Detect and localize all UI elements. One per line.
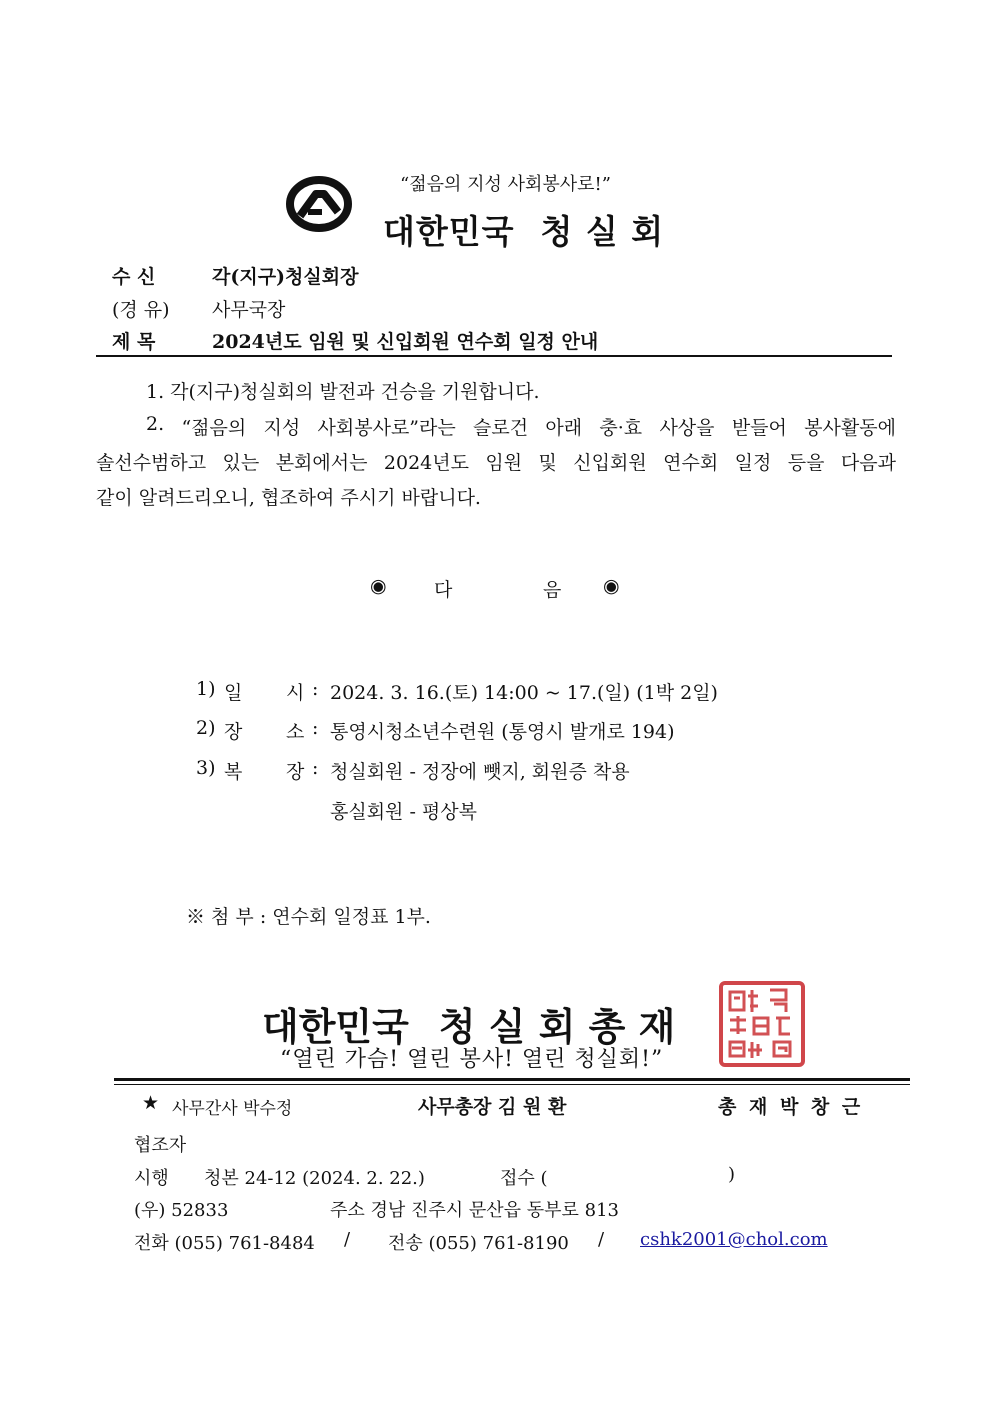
word: 슬로건 <box>473 417 529 439</box>
organization-logo-icon <box>286 176 352 232</box>
word: 받들어 <box>731 417 787 439</box>
paragraph-2-line-1 <box>146 413 896 440</box>
header-divider <box>96 355 892 357</box>
recipient-value: 각(지구)청실회장 <box>212 266 359 288</box>
item-3-number: 3) <box>196 757 216 779</box>
word: 솔선수범하고 <box>96 452 207 474</box>
word: 지성 <box>263 417 301 439</box>
paragraph-2-line-2 <box>96 448 896 475</box>
item-2-colon: : <box>312 717 319 739</box>
separator: / <box>344 1229 351 1250</box>
word: 본회에서는 <box>275 452 368 474</box>
org-name-part1: 대한민국 <box>383 212 515 251</box>
attachment-note: ※ 첨 부 : 연수회 일정표 1부. <box>186 906 431 928</box>
item-3-colon: : <box>312 757 319 779</box>
footer-divider-thin <box>114 1084 910 1085</box>
item-1-number: 1) <box>196 678 216 700</box>
item-3-label-b: 장 <box>286 761 305 783</box>
item-1-label-b: 시 <box>286 682 305 704</box>
subject-label: 제 목 <box>112 331 156 353</box>
item-1-label-a: 일 <box>224 682 243 704</box>
word: 연수회 <box>663 452 719 474</box>
footer-org-part1: 대한민국 <box>262 1004 409 1049</box>
word: “젊음의 <box>181 417 247 439</box>
eum-label: 음 <box>543 579 562 601</box>
top-slogan: “젊음의 지성 사회봉사로!” <box>400 174 611 195</box>
word: 아래 <box>545 417 583 439</box>
star-icon: ★ <box>142 1092 160 1114</box>
bullet-left-icon: ◉ <box>370 575 387 597</box>
footer-slogan: “열린 가슴! 열린 봉사! 열린 청실회!” <box>280 1047 664 1072</box>
receipt-label: 접수 ( <box>500 1168 548 1189</box>
word: 사회봉사로”라는 <box>317 417 456 439</box>
word: 2024년도 <box>383 452 469 474</box>
secretary: 사무간사 박수정 <box>172 1099 293 1119</box>
secretary-general: 사무총장 김 원 환 <box>418 1096 567 1118</box>
item-2-value: 통영시청소년수련원 (통영시 발개로 194) <box>330 721 675 743</box>
recipient-label: 수 신 <box>112 266 156 288</box>
word: 신입회원 <box>573 452 647 474</box>
item-3-value: 청실회원 - 정장에 뺏지, 회원증 착용 <box>330 761 630 783</box>
phone: 전화 (055) 761-8484 <box>134 1233 315 1254</box>
word: 일정 <box>734 452 772 474</box>
word: 임원 <box>485 452 523 474</box>
word: 다음과 <box>840 452 896 474</box>
word: 있는 <box>222 452 260 474</box>
issue-value: 청본 24-12 (2024. 2. 22.) <box>204 1168 425 1189</box>
item-3-label-a: 복 <box>224 761 243 783</box>
issue-label: 시행 <box>134 1168 169 1189</box>
separator: / <box>598 1229 605 1250</box>
receipt-close: ) <box>728 1164 736 1185</box>
footer-org-part2: 청 실 회 총 재 <box>438 1004 676 1049</box>
item-2-label-a: 장 <box>224 721 243 743</box>
subject-value: 2024년도 임원 및 신입회원 연수회 일정 안내 <box>212 331 599 353</box>
da-label: 다 <box>434 579 453 601</box>
address: 주소 경남 진주시 문산읍 동부로 813 <box>330 1200 620 1221</box>
item-2-label-b: 소 <box>286 721 305 743</box>
postal-code: (우) 52833 <box>134 1200 229 1221</box>
paragraph-1: 1. 각(지구)청실회의 발전과 건승을 기원합니다. <box>146 381 540 403</box>
via-label: (경 유) <box>112 299 170 321</box>
org-name-part2: 청 실 회 <box>540 212 665 251</box>
word: 사상을 <box>659 417 715 439</box>
official-seal-icon <box>718 980 806 1068</box>
fax: 전송 (055) 761-8190 <box>388 1233 569 1254</box>
organization-title <box>383 206 664 253</box>
bullet-right-icon: ◉ <box>603 575 620 597</box>
via-value: 사무국장 <box>212 299 286 321</box>
cooperator-label: 협조자 <box>134 1135 187 1156</box>
email-link[interactable]: cshk2001@chol.com <box>640 1229 828 1250</box>
word: 봉사활동에 <box>804 417 896 439</box>
president: 총 재 박 창 근 <box>718 1096 864 1118</box>
word: 등을 <box>787 452 825 474</box>
word: 충·효 <box>599 417 643 439</box>
item-3-extra-value: 홍실회원 - 평상복 <box>330 801 477 823</box>
item-1-value: 2024. 3. 16.(토) 14:00 ~ 17.(일) (1박 2일) <box>330 682 718 704</box>
item-2-number: 2) <box>196 717 216 739</box>
word: 및 <box>538 452 557 474</box>
word: 2. <box>146 413 165 435</box>
paragraph-2-line-3: 같이 알려드리오니, 협조하여 주시기 바랍니다. <box>96 487 481 509</box>
item-1-colon: : <box>312 678 319 700</box>
footer-divider-thick <box>114 1078 910 1081</box>
